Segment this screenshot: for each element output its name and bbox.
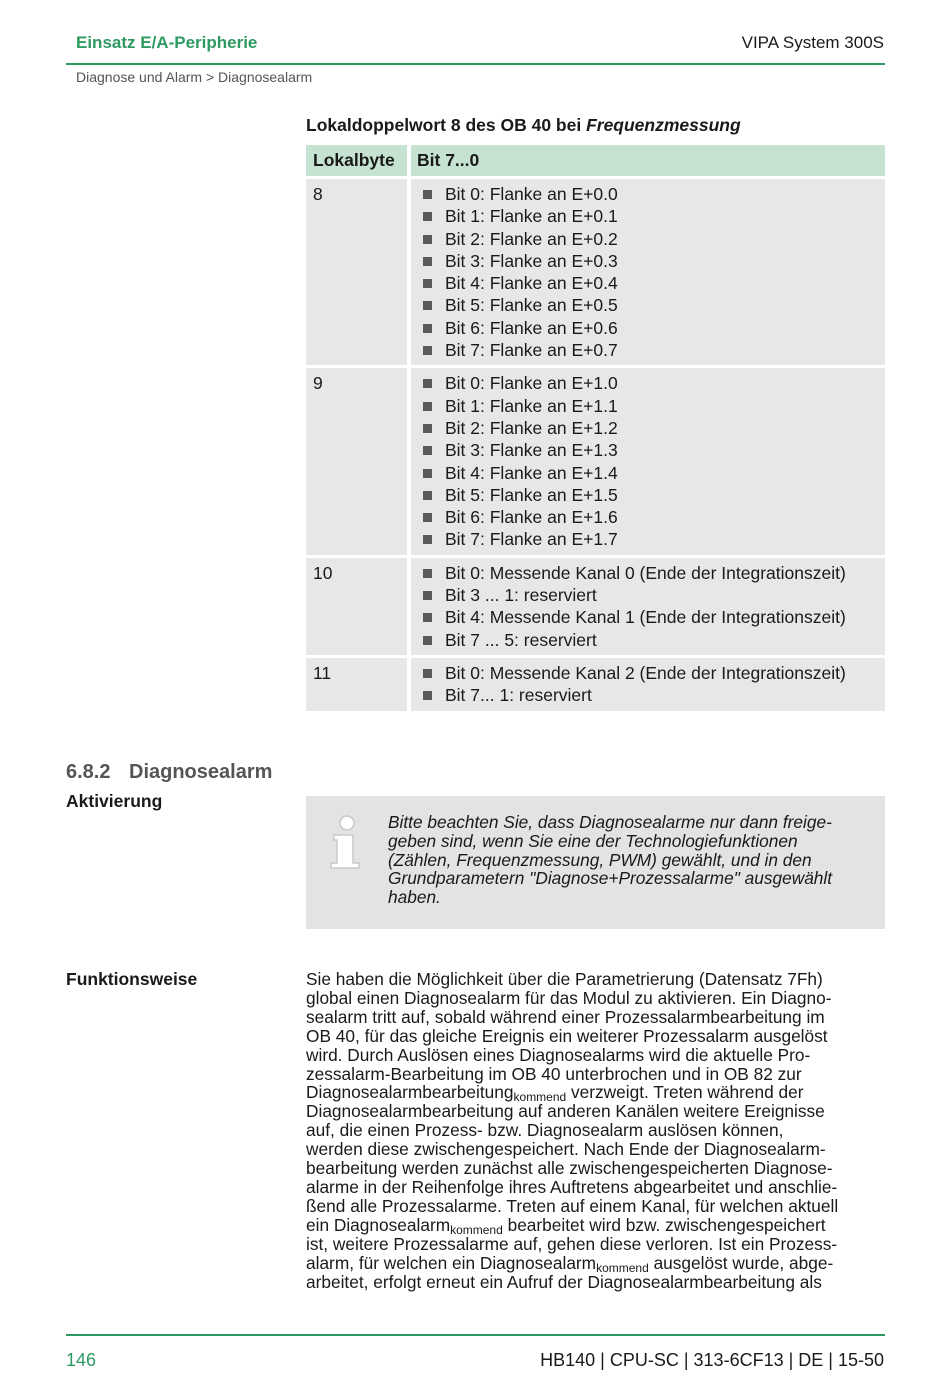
header-product: VIPA System 300S: [741, 33, 884, 52]
body-line-segment: verzweigt. Treten während der: [566, 1082, 804, 1103]
bit-list-item: Bit 7 ... 5: reserviert: [417, 629, 885, 651]
info-icon: [328, 814, 362, 875]
table-row: [306, 368, 885, 554]
body-line-segment: Diagnosealarmbearbeitung auf anderen Kanälen weitere Ereignisse: [306, 1101, 825, 1122]
body-line: [306, 989, 885, 1008]
body-line: [306, 1140, 885, 1159]
document-id: HB140 | CPU-SC | 313-6CF13 | DE | 15-50: [540, 1350, 884, 1370]
page-number: 146: [66, 1350, 97, 1370]
body-line: [306, 1235, 885, 1254]
table-header-row: [306, 145, 885, 176]
note-line: haben.: [388, 887, 441, 908]
table-row: [306, 179, 885, 365]
table-cell-byte: 8: [306, 179, 407, 365]
info-note-text: [388, 813, 878, 907]
table-cell-byte: 10: [306, 558, 407, 655]
body-line-segment: OB 40, für das gleiche Ereignis ein weiterer Prozessalarm ausgelöst: [306, 1025, 828, 1046]
bit-list-item: Bit 5: Flanke an E+1.5: [417, 484, 885, 506]
bit-list-item: Bit 2: Flanke an E+0.2: [417, 228, 885, 250]
body-line-segment: ausgelöst wurde, abge-: [648, 1252, 834, 1273]
body-line-segment: Diagnosealarmbearbeitung: [306, 1082, 514, 1103]
body-line: [306, 1102, 885, 1121]
bit-list: [417, 662, 885, 707]
table-title-prefix: Lokaldoppelwort 8 des OB 40 bei: [306, 115, 587, 135]
body-line: [306, 1008, 885, 1027]
section-heading: [66, 761, 272, 784]
table-cell-bits: [411, 558, 885, 655]
table-row: [306, 558, 885, 655]
bit-list-item: Bit 5: Flanke an E+0.5: [417, 294, 885, 316]
bit-list-item: Bit 2: Flanke an E+1.2: [417, 417, 885, 439]
body-line-segment: ist, weitere Prozessalarme auf, gehen diese verloren. Ist ein Prozess-: [306, 1233, 838, 1254]
bit-list: [417, 562, 885, 651]
subscript-kommend: kommend: [596, 1260, 649, 1275]
body-line: [306, 1159, 885, 1178]
body-line-segment: auf, die einen Prozess- bzw. Diagnosealarm auslösen können,: [306, 1120, 784, 1141]
body-line: [306, 1027, 885, 1046]
body-line-segment: Sie haben die Möglichkeit über die Parametrierung (Datensatz 7Fh): [306, 969, 823, 989]
table-title: [306, 115, 741, 136]
body-line-segment: alarm, für welchen ein Diagnosealarm: [306, 1252, 597, 1273]
bit-list-item: Bit 4: Messende Kanal 1 (Ende der Integrationszeit): [417, 606, 885, 628]
body-line-segment: arbeitet, erfolgt erneut ein Aufruf der Diagnosealarmbearbeitung als: [306, 1271, 822, 1292]
bit-list-item: Bit 0: Flanke an E+1.0: [417, 372, 885, 394]
body-line: [306, 970, 885, 989]
bit-list-item: Bit 4: Flanke an E+0.4: [417, 272, 885, 294]
bit-list-item: Bit 3: Flanke an E+0.3: [417, 250, 885, 272]
bit-list-item: Bit 6: Flanke an E+1.6: [417, 506, 885, 528]
body-line-segment: ein Diagnosealarm: [306, 1214, 451, 1235]
section-number: 6.8.2: [66, 761, 111, 783]
body-line-segment: werden diese zwischengespeichert. Nach Ende der Diagnosealarm-: [306, 1139, 826, 1160]
bit-list-item: Bit 7: Flanke an E+0.7: [417, 339, 885, 361]
body-line-segment: zessalarm-Bearbeitung im OB 40 unterbrochen und in OB 82 zur: [306, 1063, 802, 1084]
section-title: Diagnosealarm: [129, 761, 273, 783]
body-line-segment: sealarm tritt auf, sobald während einer Prozessalarmbearbeitung im: [306, 1006, 825, 1027]
subscript-kommend: kommend: [513, 1090, 567, 1105]
bit-list-item: Bit 0: Messende Kanal 2 (Ende der Integrationszeit): [417, 662, 885, 684]
bit-list-item: Bit 1: Flanke an E+1.1: [417, 395, 885, 417]
bit-list-item: Bit 7: Flanke an E+1.7: [417, 528, 885, 550]
footer-rule: [66, 1334, 885, 1336]
table-row: [306, 658, 885, 711]
table-title-emphasis: Frequenzmessung: [586, 115, 741, 135]
body-line: [306, 1065, 885, 1084]
header-rule: [66, 63, 885, 65]
bit-list-item: Bit 3: Flanke an E+1.3: [417, 439, 885, 461]
body-line: [306, 1216, 885, 1235]
function-label: Funktionsweise: [66, 969, 198, 989]
bit-list-item: Bit 7... 1: reserviert: [417, 684, 885, 706]
local-byte-table: [306, 145, 885, 711]
note-line: geben sind, wenn Sie eine der Technologiefunktionen: [388, 830, 798, 851]
bit-list-item: Bit 0: Flanke an E+0.0: [417, 183, 885, 205]
header-chapter: Einsatz E/A-Peripherie: [76, 33, 258, 52]
body-line-segment: bearbeitung werden zunächst alle zwischengespeicherten Diagnose-: [306, 1158, 833, 1179]
note-line: (Zählen, Frequenzmessung, PWM) gewählt, und in den: [388, 849, 812, 870]
body-line-segment: bearbeitet wird bzw. zwischengespeichert: [502, 1214, 826, 1235]
body-line-segment: alarme in der Reihenfolge ihres Auftretens abgearbeitet und anschlie-: [306, 1176, 838, 1197]
function-body-text: [306, 970, 885, 1291]
table-header-lokalbyte: Lokalbyte: [306, 145, 407, 176]
body-line-segment: global einen Diagnosealarm für das Modul zu aktivieren. Ein Diagno-: [306, 987, 832, 1008]
bit-list-item: Bit 3 ... 1: reserviert: [417, 584, 885, 606]
body-line: [306, 1197, 885, 1216]
bit-list-item: Bit 0: Messende Kanal 0 (Ende der Integrationszeit): [417, 562, 885, 584]
body-line-segment: wird. Durch Auslösen eines Diagnosealarms wird die aktuelle Pro-: [306, 1044, 811, 1065]
body-line: [306, 1082, 885, 1105]
activation-label: Aktivierung: [66, 791, 163, 811]
body-line: [306, 1273, 885, 1292]
bit-list-item: Bit 4: Flanke an E+1.4: [417, 462, 885, 484]
body-line: [306, 1254, 885, 1273]
table-cell-bits: [411, 658, 885, 711]
info-note: [306, 796, 885, 929]
body-line: [306, 1046, 885, 1065]
table-cell-bits: [411, 179, 885, 365]
breadcrumb: Diagnose und Alarm > Diagnosealarm: [76, 69, 313, 85]
bit-list: [417, 372, 885, 550]
bit-list-item: Bit 6: Flanke an E+0.6: [417, 317, 885, 339]
body-line: [306, 1178, 885, 1197]
body-line: [306, 1121, 885, 1140]
table-cell-byte: 9: [306, 368, 407, 554]
bit-list-item: Bit 1: Flanke an E+0.1: [417, 205, 885, 227]
table-cell-bits: [411, 368, 885, 554]
table-header-bits: Bit 7...0: [411, 145, 885, 176]
note-line: Bitte beachten Sie, dass Diagnosealarme nur dann freige-: [388, 812, 832, 832]
body-line-segment: ßend alle Prozessalarme. Treten auf einem Kanal, für welchen aktuell: [306, 1195, 839, 1216]
note-line: Grundparametern "Diagnose+Prozessalarme" ausgewählt: [388, 868, 833, 889]
bit-list: [417, 183, 885, 361]
subscript-kommend: kommend: [450, 1222, 503, 1237]
table-cell-byte: 11: [306, 658, 407, 711]
